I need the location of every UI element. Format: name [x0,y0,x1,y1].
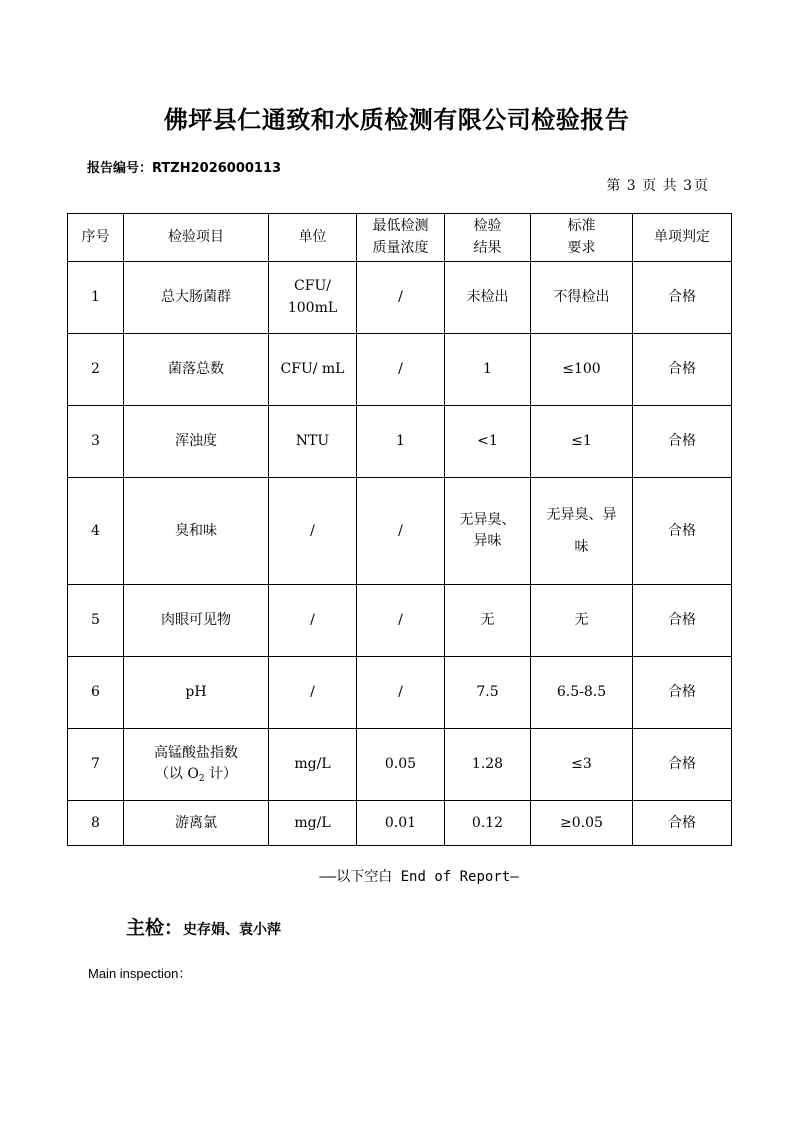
cell-unit: CFU/ 100mL [269,262,357,334]
cell-verdict: 合格 [633,657,732,729]
cell-verdict: 合格 [633,729,732,801]
table-row [68,801,732,846]
cell-item: 高锰酸盐指数 （以 $O_2$ 计） [124,729,269,801]
cell-lod: 0.05 [357,729,445,801]
cell-result: 无异臭、 异味 [445,478,531,585]
cell-seq: 6 [68,657,124,729]
cell-standard: 无异臭、异 味 [531,478,633,585]
inspector-names: 史存娟、袁小萍 [183,922,282,938]
header-seq: 序号 [68,214,124,262]
table-row [68,585,732,657]
table-row [68,478,732,585]
cell-verdict: 合格 [633,585,732,657]
cell-verdict: 合格 [633,262,732,334]
cell-verdict: 合格 [633,478,732,585]
cell-seq: 8 [68,801,124,846]
cell-lod: 0.01 [357,801,445,846]
cell-result: 1 [445,334,531,406]
header-item: 检验项目 [124,214,269,262]
cell-lod: / [357,334,445,406]
cell-result: 7.5 [445,657,531,729]
cell-unit: / [269,585,357,657]
cell-lod: / [357,585,445,657]
cell-item: 浑浊度 [124,406,269,478]
cell-lod: / [357,657,445,729]
table-row [68,334,732,406]
cell-standard: ≤1 [531,406,633,478]
page-indicator [605,175,709,195]
page-current: 3 [626,178,636,194]
cell-verdict: 合格 [633,334,732,406]
cell-unit: / [269,657,357,729]
header-result: 检验 结果 [445,214,531,262]
inspector-label: 主检： [126,917,184,939]
cell-item: 游离氯 [124,801,269,846]
cell-seq: 2 [68,334,124,406]
table-row [68,729,732,801]
page-mid2: 共 [662,178,677,194]
cell-item: pH [124,657,269,729]
cell-unit: CFU/ mL [269,334,357,406]
cell-standard: ≤3 [531,729,633,801]
cell-seq: 7 [68,729,124,801]
cell-lod: 1 [357,406,445,478]
cell-standard: 不得检出 [531,262,633,334]
report-number: 报告编号：RTZH2026000113 [87,161,282,176]
cell-seq: 5 [68,585,124,657]
cell-lod: / [357,478,445,585]
table-row [68,406,732,478]
page-prefix: 第 [606,178,621,194]
cell-standard: ≥0.05 [531,801,633,846]
table-header-row [68,214,732,262]
cell-seq: 1 [68,262,124,334]
cell-standard: 无 [531,585,633,657]
results-table [67,213,732,846]
cell-result: 未检出 [445,262,531,334]
end-of-report-note: ——以下空白 End of Report— [319,869,519,885]
cell-standard: ≤100 [531,334,633,406]
header-lod: 最低检测 质量浓度 [357,214,445,262]
report-title: 佛坪县仁通致和水质检测有限公司检验报告 [163,106,630,134]
cell-unit: / [269,478,357,585]
cell-verdict: 合格 [633,801,732,846]
cell-item: 肉眼可见物 [124,585,269,657]
cell-seq: 3 [68,406,124,478]
cell-unit: mg/L [269,801,357,846]
header-verdict: 单项判定 [633,214,732,262]
table-row [68,657,732,729]
header-standard: 标准 要求 [531,214,633,262]
header-unit: 单位 [269,214,357,262]
table-row [68,262,732,334]
cell-result: 无 [445,585,531,657]
cell-result: 1.28 [445,729,531,801]
cell-seq: 4 [68,478,124,585]
cell-item: 臭和味 [124,478,269,585]
page-mid1: 页 [642,178,657,194]
cell-result: <1 [445,406,531,478]
cell-unit: mg/L [269,729,357,801]
cell-unit: NTU [269,406,357,478]
cell-lod: / [357,262,445,334]
cell-item: 总大肠菌群 [124,262,269,334]
cell-verdict: 合格 [633,406,732,478]
main-inspection-label: Main inspection： [88,966,192,981]
page-total: 3 [683,178,692,194]
page-suffix: 页 [694,178,708,194]
cell-item: 菌落总数 [124,334,269,406]
inspector-line [126,913,281,940]
cell-result: 0.12 [445,801,531,846]
cell-standard: 6.5-8.5 [531,657,633,729]
